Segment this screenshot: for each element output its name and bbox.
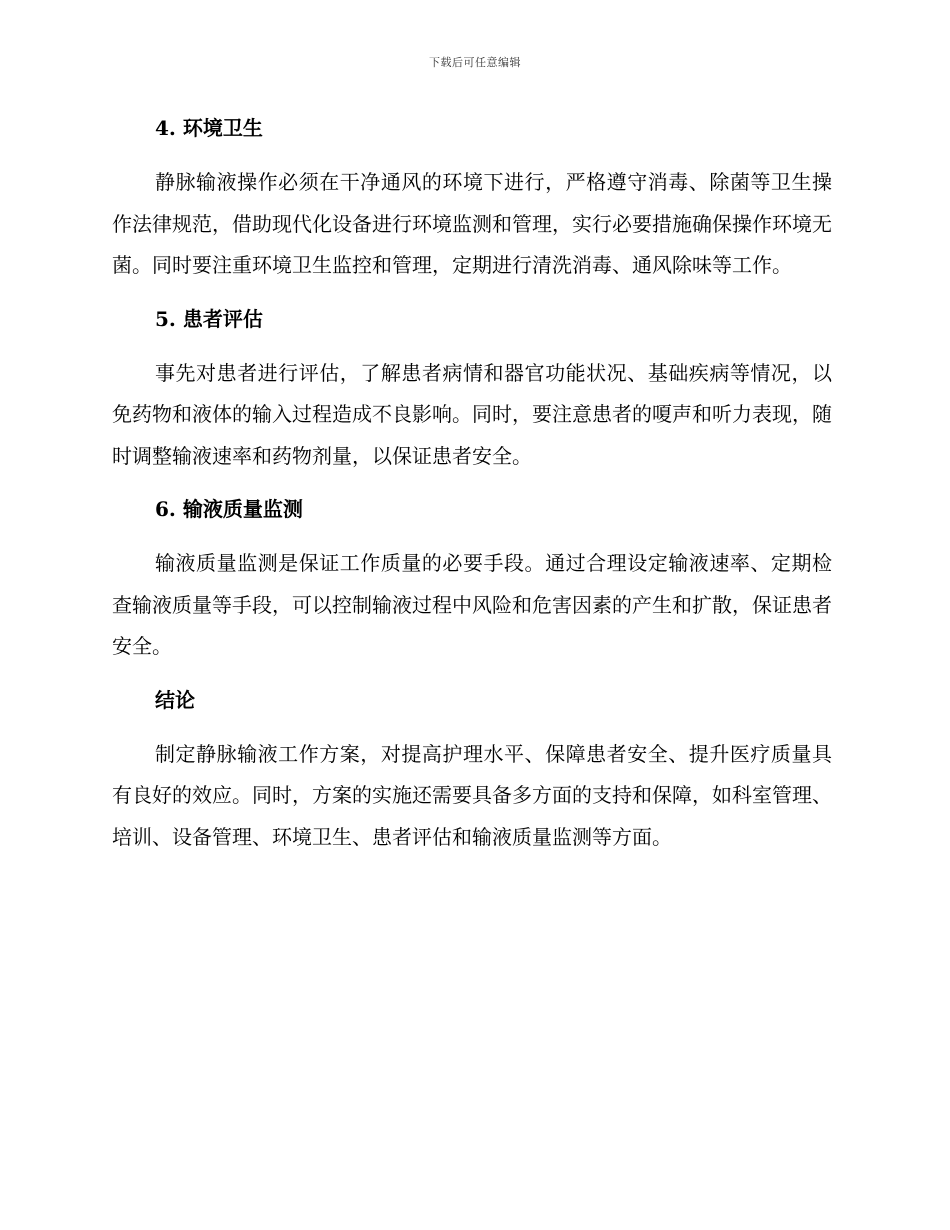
section-paragraph: 制定静脉输液工作方案，对提高护理水平、保障患者安全、提升医疗质量具有良好的效应。同时，方案的实施还需要具备多方面的支持和保障，如科室管理、培训、设备管理、环境卫生、患者评估和输液质量监测等方面。 [112,741,832,849]
section-paragraph: 输液质量监测是保证工作质量的必要手段。通过合理设定输液速率、定期检查输液质量等手段，可以控制输液过程中风险和危害因素的产生和扩散，保证患者安全。 [112,551,832,658]
section-heading: 6. 输液质量监测 [155,497,303,521]
section-heading: 结论 [155,687,195,712]
section-paragraph: 事先对患者进行评估，了解患者病情和器官功能状况、基础疾病等情况，以免药物和液体的输入过程造成不良影响。同时，要注意患者的嗄声和听力表现，随时调整输液速率和药物剂量，以保证患者安全。 [112,360,832,468]
document-content [112,108,832,870]
section-heading: 5. 患者评估 [155,306,263,331]
section-infusion-quality-monitoring [112,489,832,668]
section-paragraph: 静脉输液操作必须在干净通风的环境下进行，严格遵守消毒、除菌等卫生操作法律规范，借助现代化设备进行环境监测和管理，实行必要措施确保操作环境无菌。同时要注重环境卫生监控和管理，定期进行清洗消毒、通风除味等工作。 [112,170,832,277]
header-note: 下载后可任意编辑 [429,56,521,69]
section-patient-assessment [112,299,832,478]
section-environment-hygiene [112,108,832,287]
section-heading: 4. 环境卫生 [155,116,263,140]
section-conclusion [112,680,832,859]
